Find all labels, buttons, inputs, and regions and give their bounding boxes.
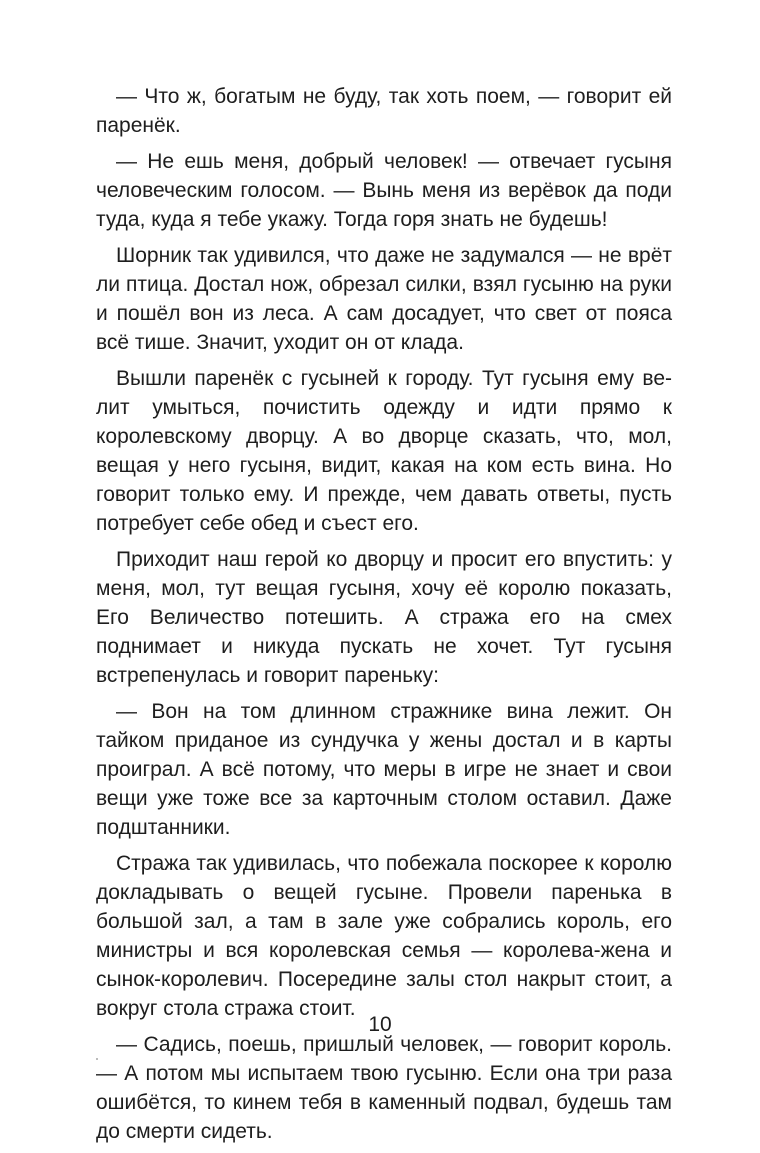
paragraph-7: Стража так удивилась, что побежала поскорее к королю докладывать о вещей гусыне. Провели паренька в большой зал, а там в зале уже собрались король, его министры и вся королевская семья — королева-жена и сынок-королевич. Посередине залы стол накрыт стоит, а вокруг стола стража стоит. — [96, 852, 672, 1020]
paragraph-6: — Вон на том длинном стражнике вина лежит. Он тайком приданое из сундучка у жены достал и в карты проиграл. А всё потому, что меры в игре не знает и свои вещи уже тоже все за карточным столом оставил. Даже подштанники. — [96, 700, 672, 839]
print-speck — [96, 1058, 98, 1060]
page-text — [96, 82, 672, 1153]
paragraph-8: — Садись, поешь, пришлый человек, — говорит король. — А потом мы испытаем твою гусыню. Если она три раза ошибётся, то кинем тебя в каменный подвал, будешь там до смерти сидеть. — [96, 1033, 672, 1143]
paragraph-1: — Что ж, богатым не буду, так хоть поем, — говорит ей паренёк. — [96, 85, 672, 137]
paragraph-2: — Не ешь меня, добрый человек! — отвечает гусыня человеческим голосом. — Вынь меня из верёвок да поди туда, куда я тебе укажу. Тогда горя знать не будешь! — [96, 150, 672, 231]
paragraph-3: Шорник так удивился, что даже не задумался — не врёт ли птица. Достал нож, обрезал силки, взял гусыню на руки и пошёл вон из леса. А сам досадует, что свет от пояса всё тише. Значит, уходит он от клада. — [96, 244, 672, 354]
paragraph-5: Приходит наш герой ко дворцу и просит его впустить: у меня, мол, тут вещая гусыня, хочу её королю показать, Его Величество потешить. А стража его на смех поднимает и никуда пускать не хочет. Тут гусыня встрепенулась и говорит пареньку: — [96, 548, 672, 687]
page-number: 10 — [368, 1013, 392, 1036]
paragraph-4: Вышли паренёк с гусыней к городу. Тут гусыня ему велит умыться, почистить одежду и идти прямо к королевскому дворцу. А во дворце сказать, что, мол, вещая у него гусыня, видит, какая на ком есть вина. Но говорит только ему. И прежде, чем давать ответы, пусть потребует себе обед и съест его. — [96, 367, 672, 535]
